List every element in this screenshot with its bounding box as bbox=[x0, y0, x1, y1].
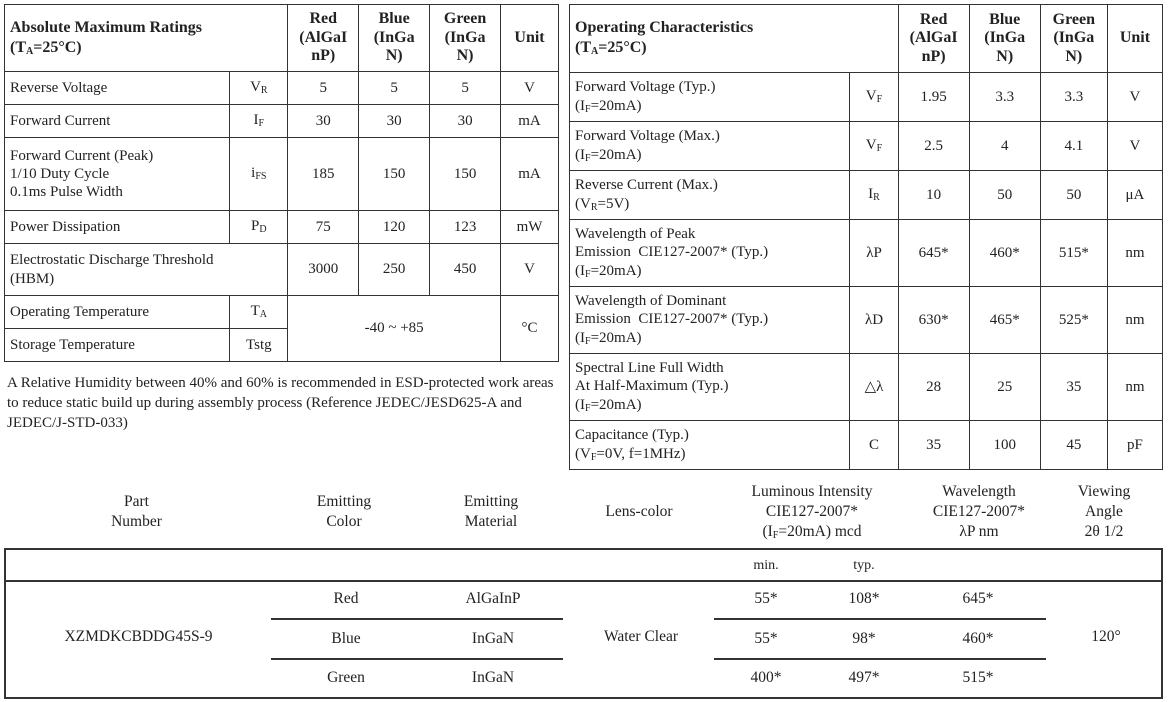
viewing-angle: 120° bbox=[1091, 628, 1121, 645]
amr-row: Storage Temperature Tstg bbox=[5, 329, 559, 362]
emitting-color-red: Red bbox=[333, 590, 359, 607]
wavelength-blue: 460* bbox=[962, 630, 994, 647]
divider bbox=[6, 580, 1161, 582]
parts-header bbox=[4, 480, 1163, 546]
h-part-number: Part Number bbox=[111, 493, 162, 530]
emitting-material-green: InGaN bbox=[471, 669, 515, 686]
amr-title: Absolute Maximum Ratings bbox=[10, 18, 203, 36]
oc-row: Reverse Current (Max.) $(V_R=5V)$ $I_R$ 10 50 50 μA bbox=[570, 171, 1163, 220]
amr-header: Absolute Maximum Ratings $(T_A=25^\circ C)$ bbox=[5, 5, 288, 72]
h-lens-color: Lens-color bbox=[605, 503, 673, 520]
amr-row: Forward Current $I_F$ 30 30 30 mA bbox=[5, 105, 559, 138]
amr-col-unit: Unit bbox=[501, 5, 559, 72]
operating-characteristics-table bbox=[569, 4, 1163, 470]
amr-col-green: Green (InGa N) bbox=[430, 5, 501, 72]
temp-range: -40 ~ +85 bbox=[288, 296, 501, 362]
divider bbox=[271, 658, 563, 660]
amr-row: Forward Current (Peak) 1/10 Duty Cycle 0.1ms Pulse Width $i_{FS}$ 185 150 150 mA bbox=[5, 138, 559, 211]
oc-col-red: Red (AlGaI nP) bbox=[898, 5, 969, 73]
oc-col-unit: Unit bbox=[1107, 5, 1162, 73]
amr-row: Reverse Voltage $V_R$ 5 5 5 V bbox=[5, 72, 559, 105]
amr-col-red: Red (AlGaI nP) bbox=[288, 5, 359, 72]
lum-typ-blue: 98* bbox=[852, 630, 876, 647]
oc-row: Wavelength of Peak Emission CIE127-2007* (Typ.) $(I_F=20mA)$ λP 645* 460* 515* nm bbox=[570, 220, 1163, 287]
amr-row: Operating Temperature $T_A$ -40 ~ +85 °C bbox=[5, 296, 559, 329]
divider bbox=[714, 658, 1046, 660]
sub-min: min. bbox=[753, 558, 779, 573]
lum-min-red: 55* bbox=[754, 590, 778, 607]
oc-col-blue: Blue (InGa N) bbox=[969, 5, 1040, 73]
divider bbox=[271, 618, 563, 620]
oc-col-green: Green (InGa N) bbox=[1040, 5, 1107, 73]
lum-typ-green: 497* bbox=[848, 669, 880, 686]
h-luminous-intensity: Luminous Intensity CIE127-2007* $(I_F=20mA)$ mcd bbox=[751, 483, 873, 541]
emitting-color-blue: Blue bbox=[331, 630, 361, 647]
oc-row: Forward Voltage (Typ.) $(I_F=20mA)$ $V_F$ 1.95 3.3 3.3 V bbox=[570, 73, 1163, 122]
h-emitting-material: Emitting Material bbox=[463, 493, 519, 530]
emitting-material-red: AlGaInP bbox=[465, 590, 521, 607]
oc-row: Wavelength of Dominant Emission CIE127-2007* (Typ.) $(I_F=20mA)$ λD 630* 465* 525* nm bbox=[570, 287, 1163, 354]
amr-row: Power Dissipation $P_D$ 75 120 123 mW bbox=[5, 211, 559, 244]
lum-typ-red: 108* bbox=[848, 590, 880, 607]
h-wavelength: Wavelength CIE127-2007* λP nm bbox=[932, 483, 1026, 540]
lum-min-blue: 55* bbox=[754, 630, 778, 647]
oc-header: Operating Characteristics $(T_A=25^\circ C)$ bbox=[570, 5, 899, 73]
oc-row: Capacitance (Typ.) ($V_F=0V$, f=1MHz) C 35 100 45 pF bbox=[570, 421, 1163, 470]
oc-title: Operating Characteristics bbox=[575, 19, 754, 37]
amr-row: Electrostatic Discharge Threshold (HBM) 3000 250 450 V bbox=[5, 244, 559, 296]
oc-row: Spectral Line Full Width At Half-Maximum (Typ.) $(I_F=20mA)$ △λ 28 25 35 nm bbox=[570, 354, 1163, 421]
lens-color: Water Clear bbox=[603, 628, 679, 645]
lum-min-green: 400* bbox=[750, 669, 782, 686]
divider bbox=[714, 618, 1046, 620]
esd-note: A Relative Humidity between 40% and 60% is recommended in ESD-protected work areas to reduce static build up during assembly process (Reference JEDEC/JESD625-A and JEDEC/J-STD-033) bbox=[7, 375, 554, 431]
h-emitting-color: Emitting Color bbox=[316, 493, 372, 530]
temp-unit: °C bbox=[501, 296, 559, 362]
parts-table bbox=[4, 548, 1163, 699]
sub-typ: typ. bbox=[853, 558, 875, 573]
emitting-color-green: Green bbox=[327, 669, 365, 686]
h-viewing-angle: Viewing Angle 2θ 1/2 bbox=[1077, 483, 1131, 540]
absolute-max-ratings-table bbox=[4, 4, 559, 362]
wavelength-red: 645* bbox=[962, 590, 994, 607]
oc-row: Forward Voltage (Max.) $(I_F=20mA)$ $V_F$ 2.5 4 4.1 V bbox=[570, 122, 1163, 171]
wavelength-green: 515* bbox=[962, 669, 994, 686]
part-number: XZMDKCBDDG45S-9 bbox=[64, 628, 213, 645]
emitting-material-blue: InGaN bbox=[471, 630, 515, 647]
amr-col-blue: Blue (InGa N) bbox=[359, 5, 430, 72]
